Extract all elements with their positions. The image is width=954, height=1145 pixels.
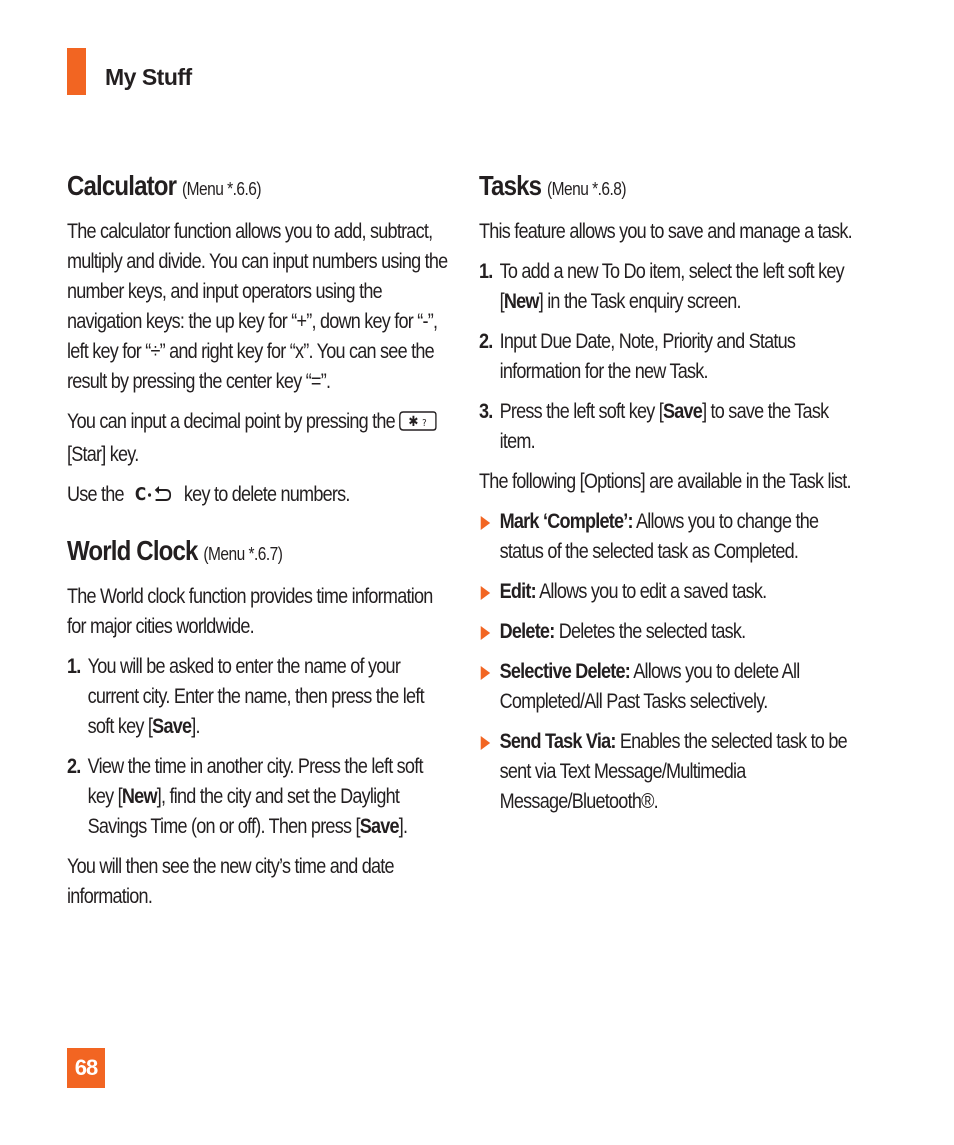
world-clock-intro: The World clock function provides time information for major cities worldwide. xyxy=(67,585,433,638)
option-label: Mark ‘Complete’: xyxy=(499,510,633,533)
option-text: Allows you to delete All Completed/All Past Tasks selectively. xyxy=(499,660,800,713)
option-mark-complete xyxy=(479,507,864,567)
orange-triangle-bullet-icon xyxy=(481,736,490,750)
option-label: Selective Delete: xyxy=(499,660,631,683)
calculator-menu-ref: (Menu *.6.6) xyxy=(181,179,261,199)
calculator-paragraph-2-text: You can input a decimal point by pressing the xyxy=(67,410,395,433)
calculator-title: Calculator xyxy=(67,170,177,201)
option-text: Deletes the selected task. xyxy=(554,620,746,643)
step-text: ] to save the Task item. xyxy=(499,400,829,453)
world-clock-outro: You will then see the new city’s time and date information. xyxy=(67,855,394,908)
step-text: View the time in another city. Press the left soft key [ xyxy=(87,755,423,808)
soft-key-label: Save xyxy=(662,400,703,423)
world-clock-menu-ref: (Menu *.6.7) xyxy=(203,544,283,564)
calculator-paragraph-3-before: Use the xyxy=(67,483,124,506)
option-edit xyxy=(479,577,864,607)
soft-key-label: Save xyxy=(359,815,399,838)
svg-text:✱: ✱ xyxy=(408,414,418,431)
soft-key-label: New xyxy=(121,785,157,808)
step-number: 1. xyxy=(479,260,493,283)
tasks-heading xyxy=(479,168,864,207)
world-clock-section xyxy=(67,533,452,912)
calculator-section xyxy=(67,168,452,513)
star-key-label: [Star] key. xyxy=(67,443,139,466)
tasks-title: Tasks xyxy=(479,170,542,201)
orange-triangle-bullet-icon xyxy=(481,626,490,640)
step-text: ] in the Task enquiry screen. xyxy=(538,290,741,313)
calculator-heading xyxy=(67,168,452,207)
orange-triangle-bullet-icon xyxy=(481,666,490,680)
tasks-step-1 xyxy=(479,257,864,317)
svg-text:C: C xyxy=(134,484,146,504)
tasks-intro: This feature allows you to save and manage a task. xyxy=(479,220,852,243)
section-title: My Stuff xyxy=(105,64,192,90)
option-text: Allows you to edit a saved task. xyxy=(535,580,767,603)
tasks-options-intro: The following [Options] are available in the Task list. xyxy=(479,470,851,493)
step-text: You will be asked to enter the name of your current city. Enter the name, then press the left soft key [ xyxy=(87,655,424,738)
step-text: Input Due Date, Note, Priority and Status information for the new Task. xyxy=(499,330,796,383)
orange-triangle-bullet-icon xyxy=(481,586,490,600)
option-selective-delete xyxy=(479,657,864,717)
step-text: Press the left soft key [ xyxy=(499,400,663,423)
world-clock-step-2 xyxy=(67,752,452,842)
step-text: To add a new To Do item, select the left soft key [ xyxy=(499,260,844,313)
section-tab-marker xyxy=(67,48,86,95)
svg-text:?: ? xyxy=(422,417,427,430)
tasks-step-2 xyxy=(479,327,864,387)
soft-key-label: New xyxy=(503,290,539,313)
right-column xyxy=(479,168,864,817)
world-clock-title: World Clock xyxy=(67,535,198,566)
step-text: ]. xyxy=(191,715,200,738)
world-clock-heading xyxy=(67,533,452,572)
calculator-paragraph-1: The calculator function allows you to add, subtract, multiply and divide. You can input numbers using the number keys, and input operators using the navigation keys: the up key for “+”, down key for “-”, left key for “÷” and right key for “x”. You can see the result by pressing the center key “=”. xyxy=(67,220,448,393)
option-label: Delete: xyxy=(499,620,555,643)
option-label: Edit: xyxy=(499,580,536,603)
step-number: 2. xyxy=(479,330,493,353)
option-delete xyxy=(479,617,864,647)
tasks-section xyxy=(479,168,864,817)
clear-back-key-icon xyxy=(128,483,180,513)
step-text: ]. xyxy=(398,815,408,838)
soft-key-label: Save xyxy=(152,715,192,738)
world-clock-step-1 xyxy=(67,652,452,742)
calculator-paragraph-2 xyxy=(67,407,452,470)
orange-triangle-bullet-icon xyxy=(481,516,490,530)
left-column xyxy=(67,168,452,912)
step-number: 1. xyxy=(67,655,81,678)
calculator-paragraph-3-after: key to delete numbers. xyxy=(183,483,350,506)
option-send-task-via xyxy=(479,727,864,817)
option-label: Send Task Via: xyxy=(499,730,616,753)
page-number: 68 xyxy=(67,1048,105,1088)
step-number: 2. xyxy=(67,755,81,778)
tasks-step-3 xyxy=(479,397,864,457)
step-text: ], find the city and set the Daylight Savings Time (on or off). Then press [ xyxy=(87,785,400,838)
option-text: Enables the selected task to be sent via Text Message/Multimedia Message/Bluetooth®. xyxy=(499,730,847,813)
tasks-menu-ref: (Menu *.6.8) xyxy=(547,179,627,199)
calculator-paragraph-3 xyxy=(67,480,452,513)
option-text: Allows you to change the status of the selected task as Completed. xyxy=(499,510,819,563)
step-number: 3. xyxy=(479,400,493,423)
star-key-icon xyxy=(399,410,437,440)
